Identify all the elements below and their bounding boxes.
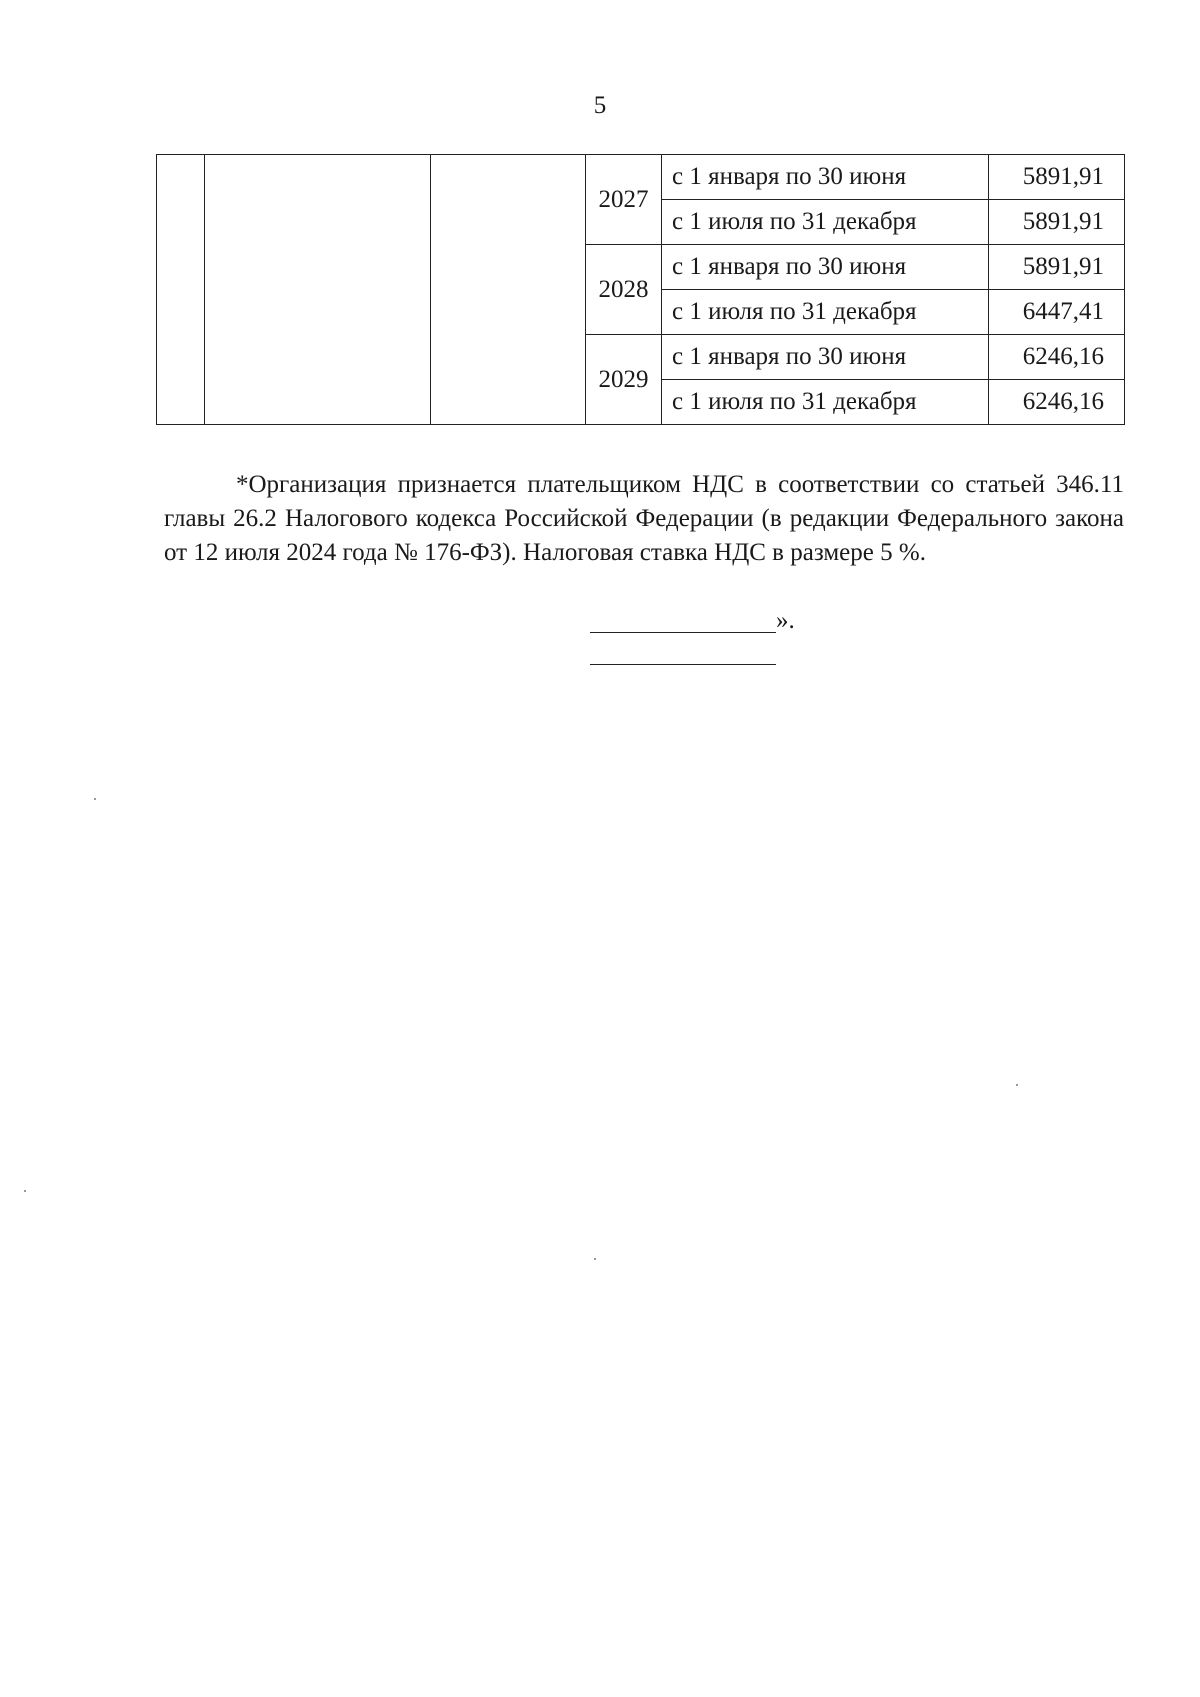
period-cell: с 1 января по 30 июня [662,335,989,380]
scan-speck [594,1258,596,1260]
period-cell: с 1 января по 30 июня [662,245,989,290]
tariff-table [156,154,1125,425]
scan-speck [24,1190,26,1192]
period-cell: с 1 июля по 31 декабря [662,380,989,425]
year-cell: 2029 [586,335,662,425]
page-number: 5 [593,92,607,119]
table-row [157,155,1125,200]
period-cell: с 1 июля по 31 декабря [662,200,989,245]
scan-speck [1016,1084,1018,1086]
value-cell: 6246,16 [989,335,1125,380]
footnote-paragraph: *Организация признается плательщиком НДС в соответствии со статьей 346.11 главы 26.2 Налогового кодекса Российской Федерации (в редакции Федерального закона от 12 июля 2024 года № 176-ФЗ). Налоговая ставка НДС в размере 5 %. [164,471,1124,566]
value-cell: 5891,91 [989,200,1125,245]
value-cell: 6447,41 [989,290,1125,335]
year-cell: 2028 [586,245,662,335]
year-cell: 2027 [586,155,662,245]
period-cell: с 1 января по 30 июня [662,155,989,200]
period-cell: с 1 июля по 31 декабря [662,290,989,335]
value-cell: 5891,91 [989,245,1125,290]
signature-line [590,664,776,665]
scan-speck [94,798,96,800]
value-cell: 6246,16 [989,380,1125,425]
empty-cell-organization [205,155,431,425]
signature-line [590,632,776,633]
empty-cell-category [431,155,586,425]
empty-cell-number [157,155,205,425]
value-cell: 5891,91 [989,155,1125,200]
closing-quote: ». [776,607,795,634]
